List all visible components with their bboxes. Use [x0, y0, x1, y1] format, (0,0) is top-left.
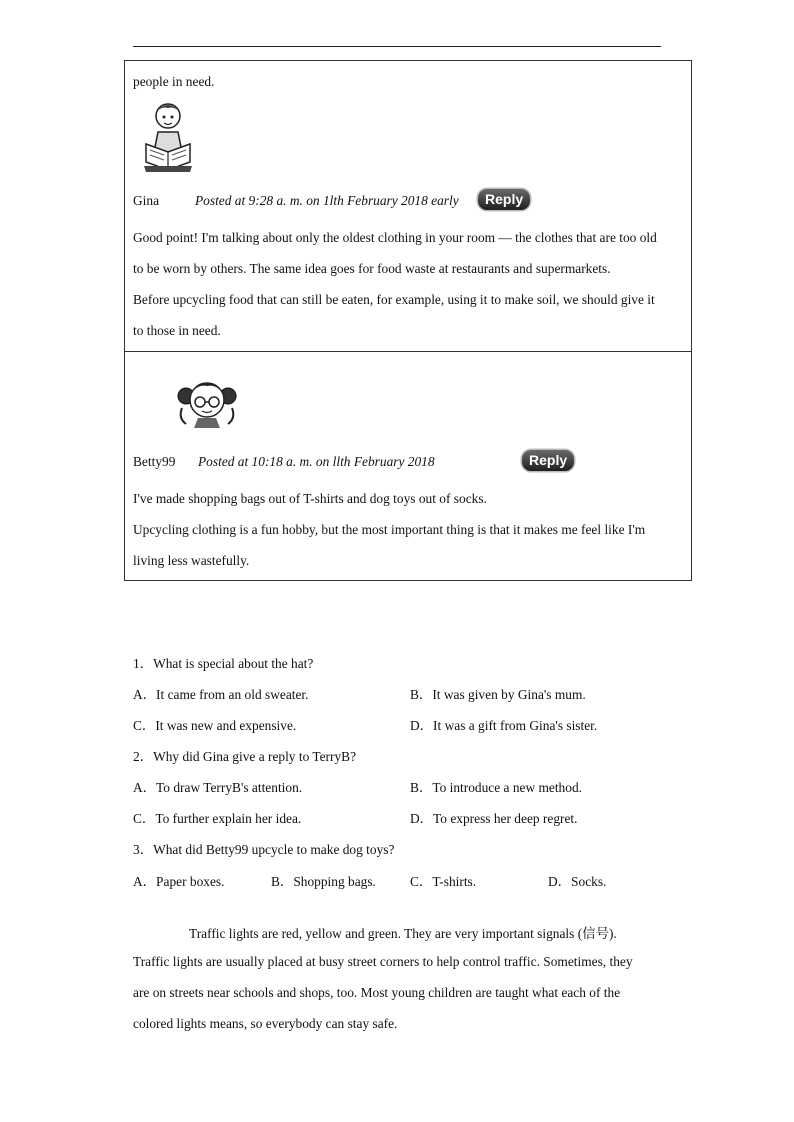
answer-option[interactable]: A．Paper boxes.: [133, 874, 225, 889]
passage-line: Traffic lights are usually placed at busy street corners to help control traffic. Sometimes, they: [133, 954, 633, 969]
post-meta: Posted at 10:18 a. m. on llth February 2018: [198, 454, 435, 469]
previous-post-tail: people in need.: [133, 74, 215, 89]
header-rule: [133, 46, 661, 47]
passage-line: are on streets near schools and shops, too. Most young children are taught what each of the: [133, 985, 621, 1000]
reply-button[interactable]: Reply: [478, 189, 530, 210]
answer-option[interactable]: A．To draw TerryB's attention.: [133, 780, 303, 795]
post-line: Before upcycling food that can still be eaten, for example, using it to make soil, we should give it: [133, 292, 655, 307]
answer-option[interactable]: C．To further explain her idea.: [133, 811, 302, 826]
post-line: to be worn by others. The same idea goes for food waste at restaurants and supermarkets.: [133, 261, 611, 276]
question-stem: 1．What is special about the hat?: [133, 656, 314, 671]
answer-option[interactable]: D．Socks.: [548, 874, 607, 889]
post-line: living less wastefully.: [133, 553, 250, 568]
post-line: Good point! I'm talking about only the oldest clothing in your room — the clothes that are too old: [133, 230, 657, 245]
post-line: to those in need.: [133, 323, 221, 338]
girl-reading-book-icon: [140, 96, 198, 174]
passage-line: colored lights means, so everybody can stay safe.: [133, 1016, 398, 1031]
answer-option[interactable]: D．It was a gift from Gina's sister.: [410, 718, 598, 733]
answer-option[interactable]: A．It came from an old sweater.: [133, 687, 309, 702]
girl-with-glasses-icon: [176, 372, 238, 430]
passage-line: Traffic lights are red, yellow and green. They are very important signals (信号).: [189, 926, 617, 941]
answer-option[interactable]: D．To express her deep regret.: [410, 811, 578, 826]
post-line: Upcycling clothing is a fun hobby, but the most important thing is that it makes me feel like I'm: [133, 522, 646, 537]
post-meta: Posted at 9:28 a. m. on 1lth February 2018 early: [195, 193, 459, 208]
answer-option[interactable]: C．T-shirts.: [410, 874, 477, 889]
question-stem: 2．Why did Gina give a reply to TerryB?: [133, 749, 357, 764]
answer-option[interactable]: B．Shopping bags.: [271, 874, 376, 889]
answer-option[interactable]: B．It was given by Gina's mum.: [410, 687, 586, 702]
question-stem: 3．What did Betty99 upcycle to make dog toys?: [133, 842, 395, 857]
post-author[interactable]: Betty99: [133, 454, 176, 469]
post-line: I've made shopping bags out of T-shirts and dog toys out of socks.: [133, 491, 487, 506]
answer-option[interactable]: C．It was new and expensive.: [133, 718, 297, 733]
post-author[interactable]: Gina: [133, 193, 160, 208]
answer-option[interactable]: B．To introduce a new method.: [410, 780, 582, 795]
reply-button[interactable]: Reply: [522, 450, 574, 471]
